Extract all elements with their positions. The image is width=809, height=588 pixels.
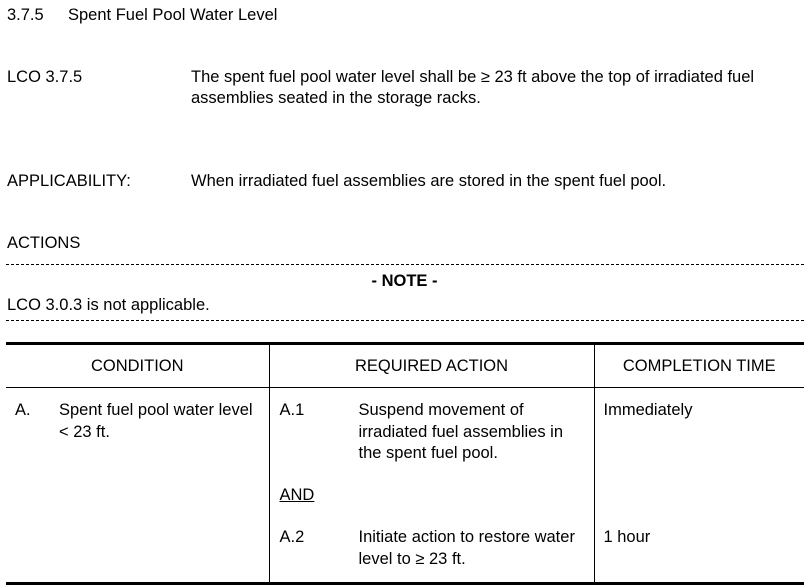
action-a2-time: 1 hour [603,528,651,546]
action-a2-id: A.2 [279,528,305,546]
lco-text: The spent fuel pool water level shall be ≥ 23 ft above the top of irradiated fuel assemblies seated in the storage racks. [191,68,755,107]
note-title: - NOTE - [371,272,438,290]
note-bottom-divider [6,320,804,321]
note-text: LCO 3.0.3 is not applicable. [7,296,210,314]
section-title: Spent Fuel Pool Water Level [68,6,278,24]
lco-label: LCO 3.7.5 [7,68,83,86]
action-a1-time: Immediately [603,401,693,419]
actions-table [6,342,804,585]
applicability-text: When irradiated fuel assemblies are stored in the spent fuel pool. [191,172,667,190]
condition-cell [6,388,269,584]
action-a1-id: A.1 [279,401,305,419]
condition-text: Spent fuel pool water level < 23 ft. [59,401,253,441]
completion-time-cell [594,388,804,584]
header-condition: CONDITION [6,344,269,388]
action-a2-text: Initiate action to restore water level to ≥ 23 ft. [358,528,575,568]
action-a1-text: Suspend movement of irradiated fuel assemblies in the spent fuel pool. [358,401,564,462]
and-connector: AND [279,486,315,504]
header-required-action: REQUIRED ACTION [269,344,594,388]
note-top-divider [6,264,804,265]
section-number: 3.7.5 [7,6,44,24]
actions-heading: ACTIONS [7,234,81,252]
applicability-label: APPLICABILITY: [7,172,131,190]
condition-id: A. [15,401,31,419]
table-header-row [6,344,804,388]
required-action-cell [269,388,594,584]
table-row [6,388,804,584]
header-completion-time: COMPLETION TIME [594,344,804,388]
